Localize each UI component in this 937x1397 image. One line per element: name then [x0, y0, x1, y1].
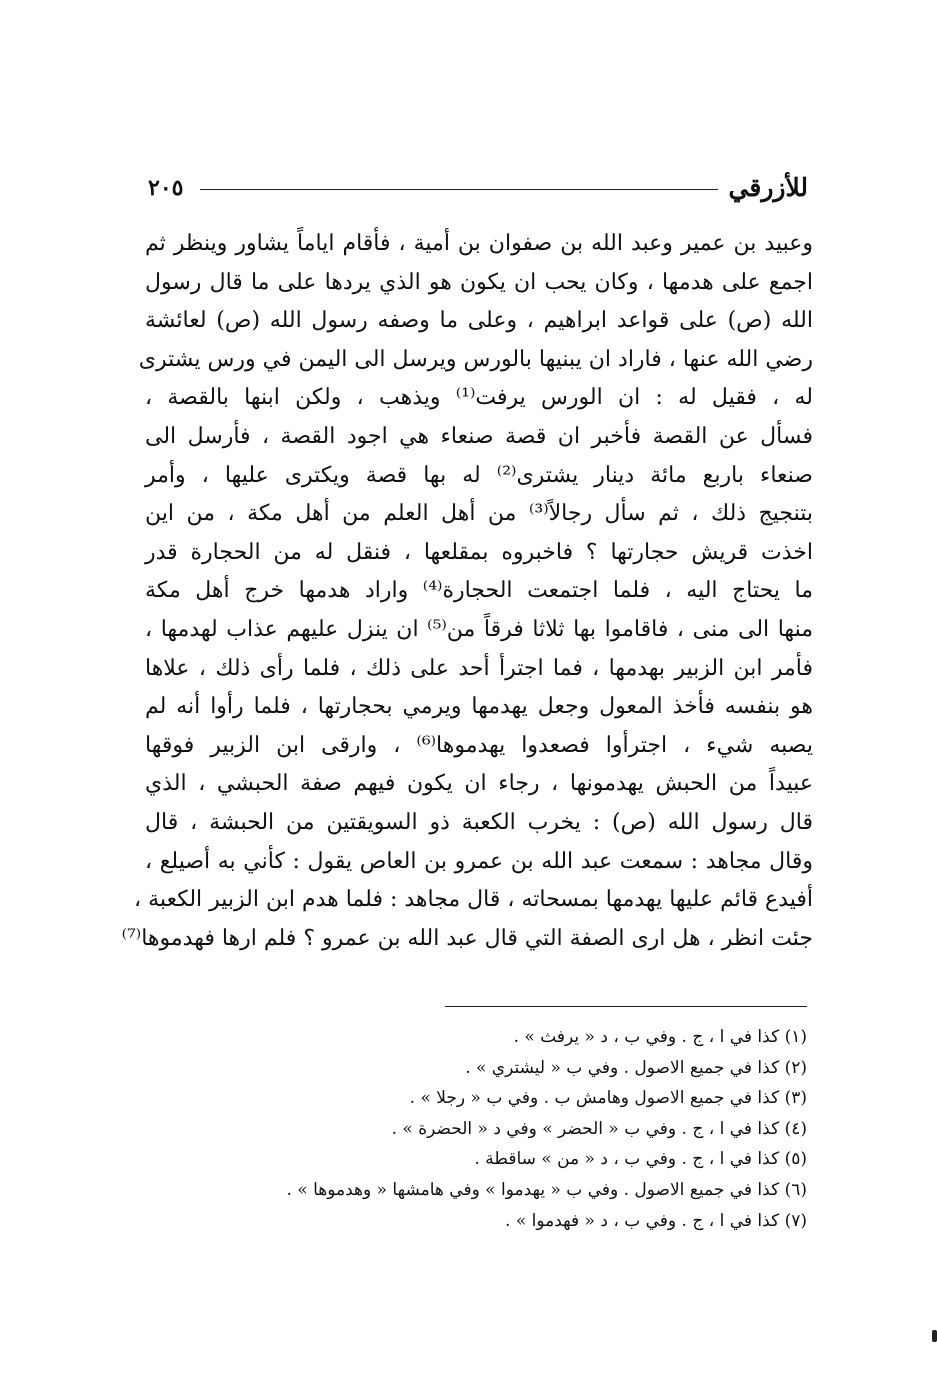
body-line: يصبه شيء ، اجترأوا فصعدوا يهدموها⁽⁶⁾ ، وارقى ابن الزبير فوقها	[145, 732, 813, 758]
body-line: اخذت قريش حجارتها ؟ فاخبروه بمقلعها ، فنقل له من الحجارة قدر	[145, 539, 813, 565]
body-line: عبيداً من الحبش يهدمونها ، رجاء ان يكون فيهم صفة الحبشي ، الذي	[145, 771, 813, 797]
body-line: فسأل عن القصة فأخبر ان قصة صنعاء هي اجود القصة ، فأرسل الى	[145, 423, 813, 449]
body-line: هو بنفسه فأخذ المعول وجعل يهدمها ويرمي بحجارتها ، فلما رأوا أنه لم	[145, 694, 813, 720]
footnote: (٤) كذا في ا ، ج . وفي ب « الحضر » وفي د « الحضرة » .	[391, 1118, 807, 1139]
footnote: (٥) كذا في ا ، ج . وفي ب ، د « من » ساقطة .	[474, 1149, 807, 1170]
body-line: قال رسول الله (ص) : يخرب الكعبة ذو السويقتين من الحبشة ، قال	[145, 809, 813, 835]
page-header	[148, 168, 808, 208]
scan-edge-mark	[932, 1330, 937, 1342]
footnotes-rule	[445, 1006, 807, 1007]
header-rule	[200, 189, 718, 190]
footnote: (٦) كذا في جميع الاصول . وفي ب « يهدموا » وفي هامشها « وهدموها » .	[286, 1179, 807, 1200]
body-line: ما يحتاج اليه ، فلما اجتمعت الحجارة⁽⁴⁾ واراد هدمها خرج أهل مكة	[145, 578, 813, 604]
body-line: له ، فقيل له : ان الورس يرفت⁽¹⁾ ويذهب ، ولكن ابنها بالقصة ،	[145, 385, 813, 411]
footnote: (٣) كذا في جميع الاصول وهامش ب . وفي ب « رجلا » .	[409, 1088, 807, 1109]
body-line: منها الى منى ، فاقاموا بها ثلاثا فرقاً من⁽⁵⁾ ان ينزل عليهم عذاب لهدمها ،	[145, 616, 813, 642]
body-line: صنعاء باربع مائة دينار يشترى⁽²⁾ له بها قصة ويكترى عليها ، وأمر	[145, 462, 813, 488]
footnote: (٧) كذا في ا ، ج . وفي ب ، د « فهدموا » .	[505, 1210, 807, 1231]
body-line: بتنجيج ذلك ، ثم سأل رجالاً⁽³⁾ من أهل العلم من أهل مكة ، من اين	[145, 501, 813, 527]
body-line: رضي الله عنها ، فاراد ان يبنيها بالورس ويرسل الى اليمن في ورس يشترى	[138, 346, 813, 372]
body-line: جئت انظر ، هل ارى الصفة التي قال عبد الله بن عمرو ؟ فلم ارها فهدموها⁽⁷⁾	[121, 925, 813, 951]
body-line: وقال مجاهد : سمعت عبد الله بن عمرو بن العاص يقول : كأني به أصيلع ،	[145, 848, 813, 874]
body-line: وعبيد بن عمير وعبد الله بن صفوان بن أمية ، فأقام اياماً يشاور وينظر ثم	[145, 231, 813, 256]
page-number: ٢٠٥	[148, 175, 184, 201]
body-line: الله (ص) على قواعد ابراهيم ، وعلى ما وصفه رسول الله (ص) لعائشة	[145, 308, 813, 334]
body-line: فأمر ابن الزبير بهدمها ، فما اجترأ أحد على ذلك ، فلما رأى ذلك ، علاها	[145, 655, 813, 681]
footnotes	[247, 1022, 807, 1236]
body-text	[121, 225, 813, 958]
running-title: للأزرقي	[728, 173, 808, 202]
body-line: أفيدع قائم عليها يهدمها بمسحاته ، قال مجاهد : فلما هدم ابن الزبير الكعبة ،	[134, 887, 813, 913]
body-line: اجمع على هدمها ، وكان يحب ان يكون هو الذي يردها على ما قال رسول	[145, 269, 813, 295]
footnote: (٢) كذا في جميع الاصول . وفي ب « ليشتري » .	[465, 1057, 807, 1078]
footnote: (١) كذا في ا ، ج . وفي ب ، د « يرفث » .	[513, 1027, 807, 1047]
